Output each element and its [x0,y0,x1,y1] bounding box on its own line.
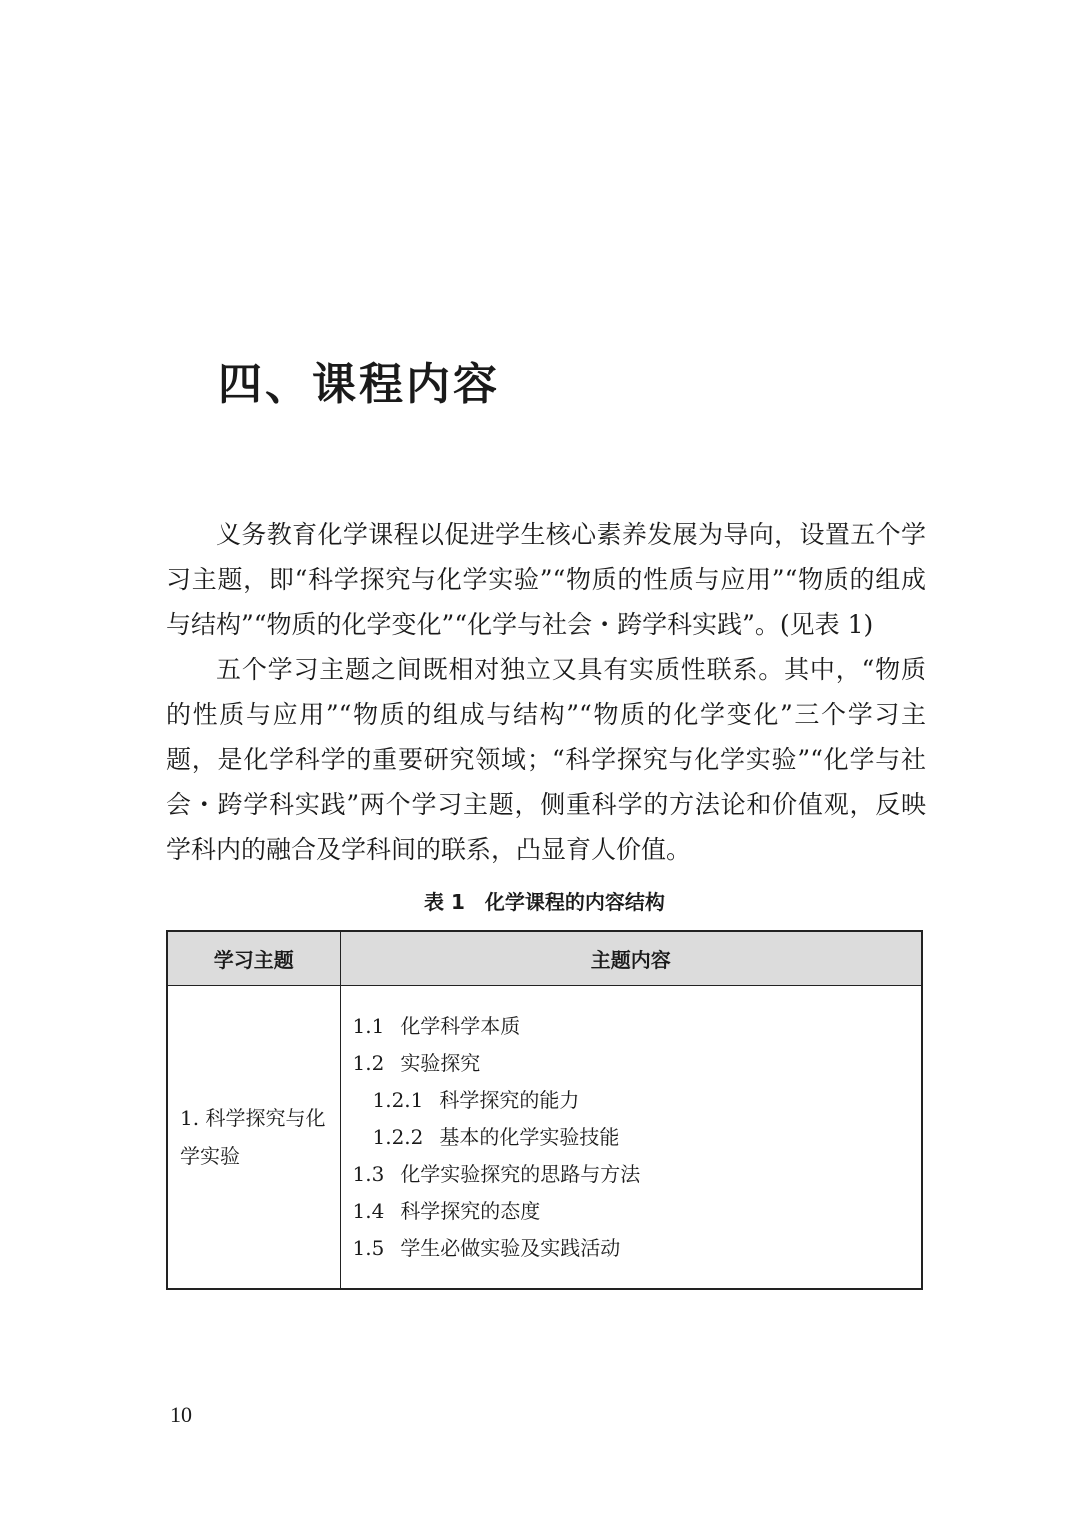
content-item [353,1045,910,1082]
item-text: 实验探究 [400,1050,481,1075]
item-number: 1.4 [352,1198,385,1223]
topic-cell: 1. 科学探究与化学实验 [167,986,340,1290]
item-text: 科学探究的能力 [439,1087,580,1112]
body-text [166,512,926,872]
content-item [353,1008,910,1045]
item-text: 基本的化学实验技能 [439,1124,620,1149]
content-item [353,1230,910,1267]
item-number: 1.1 [352,1013,385,1038]
content-item [353,1193,910,1230]
item-text: 科学探究的态度 [400,1198,541,1223]
item-text: 化学实验探究的思路与方法 [400,1161,641,1186]
item-text: 学生必做实验及实践活动 [400,1235,621,1260]
item-number: 1.2.1 [372,1087,424,1112]
content-subitem [353,1119,910,1156]
page-number: 10 [170,1402,192,1427]
table-caption: 表 1 化学课程的内容结构 [424,890,665,914]
item-number: 1.5 [352,1235,385,1260]
chapter-title: 四、课程内容 [218,359,500,410]
content-subitem [353,1082,910,1119]
content-cell [340,986,922,1290]
content-item [353,1156,910,1193]
header-content: 主题内容 [340,931,922,986]
paragraph-intro: 义务教育化学课程以促进学生核心素养发展为导向，设置五个学习主题，即“科学探究与化学实验”“物质的性质与应用”“物质的组成与结构”“物质的化学变化”“化学与社会・跨学科实践”。(见表 1) [166,520,926,639]
paragraph-relations: 五个学习主题之间既相对独立又具有实质性联系。其中，“物质的性质与应用”“物质的组成与结构”“物质的化学变化”三个学习主题，是化学科学的重要研究领域；“科学探究与化学实验”“化学与社会・跨学科实践”两个学习主题，侧重科学的方法论和价值观，反映学科内的融合及学科间的联系，凸显育人价值。 [166,655,926,864]
item-number: 1.2.2 [372,1124,424,1149]
item-number: 1.2 [352,1050,385,1075]
item-number: 1.3 [352,1161,385,1186]
table-header-row [167,931,922,986]
header-topic: 学习主题 [167,931,340,986]
table-row [167,986,922,1290]
item-text: 化学科学本质 [400,1013,521,1038]
content-structure-table [166,930,923,1290]
